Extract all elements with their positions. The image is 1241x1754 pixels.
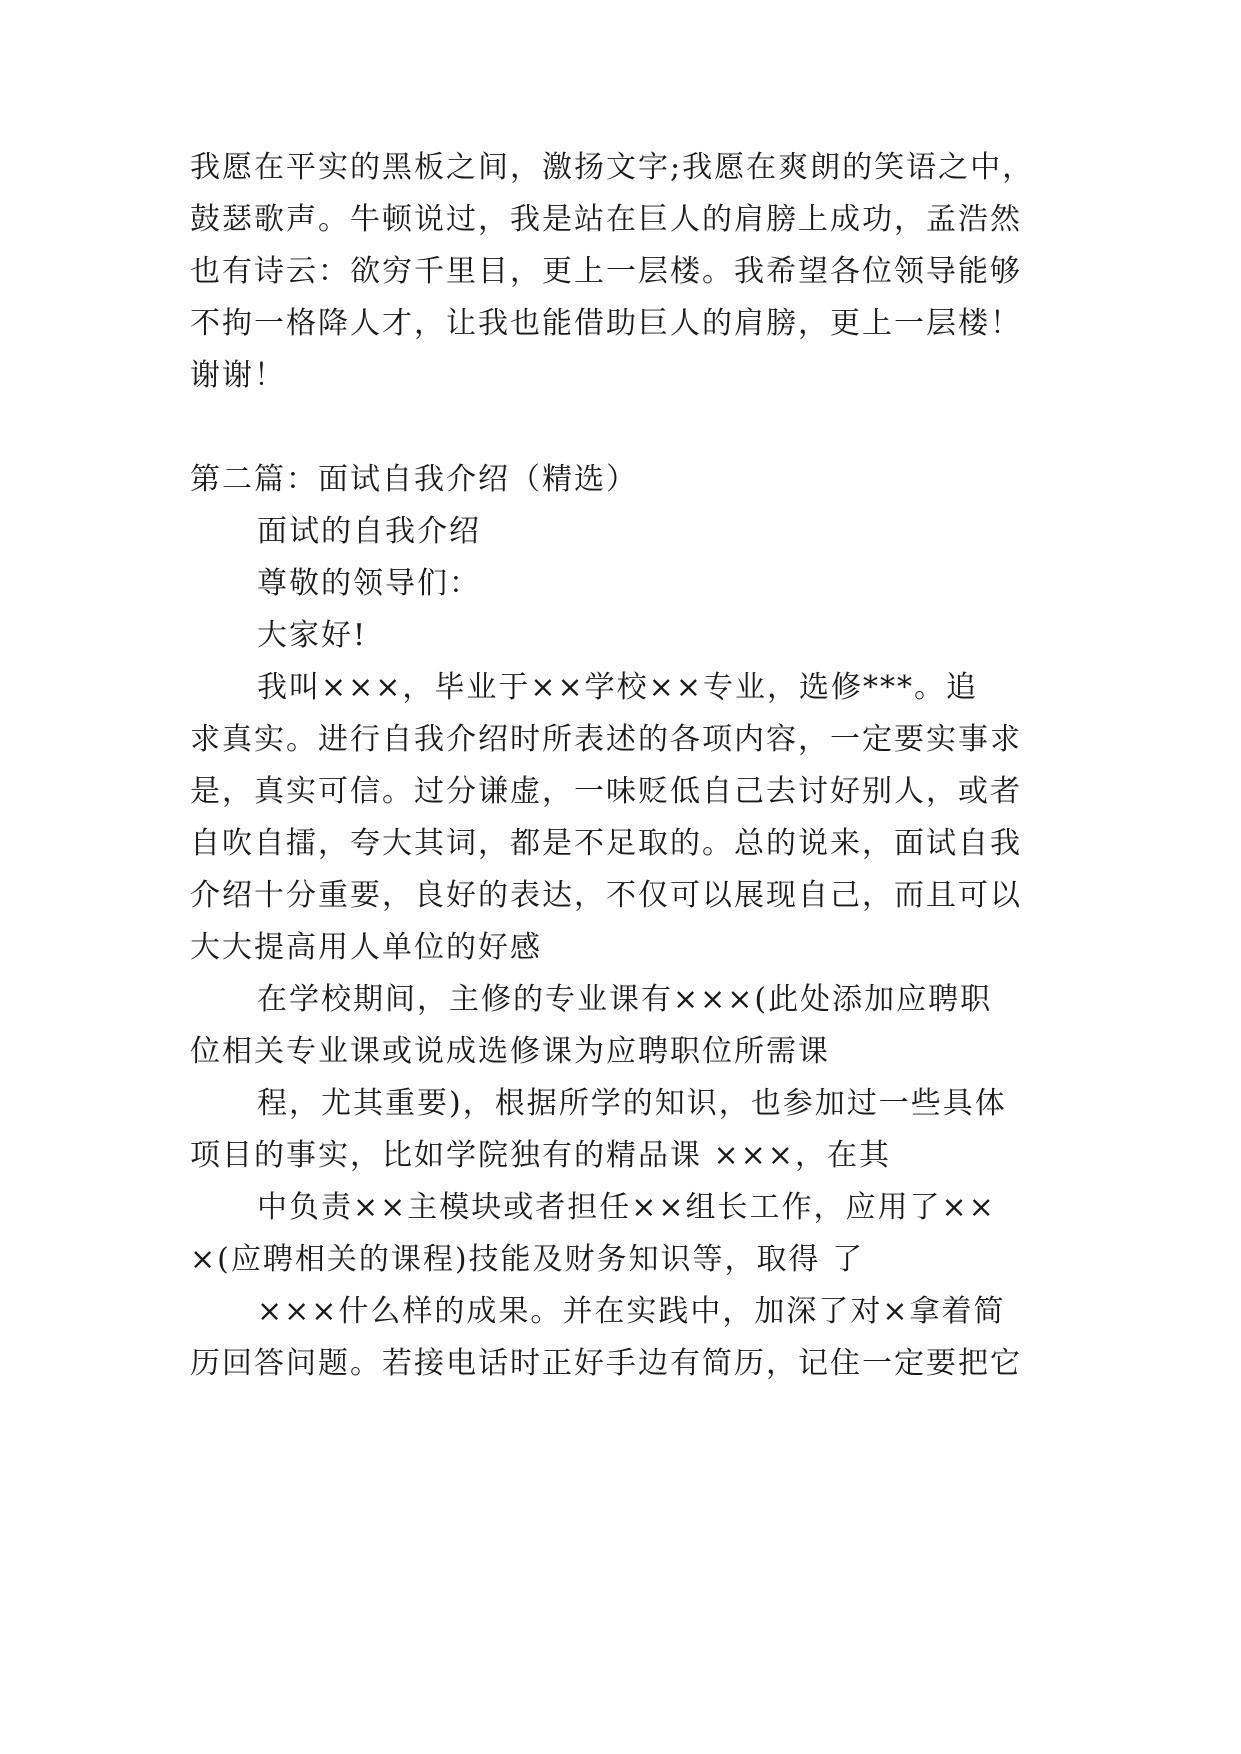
- text-line: 我愿在平实的黑板之间，激扬文字;我愿在爽朗的笑语之中，: [190, 150, 1035, 185]
- text-line: 位相关专业课或说成选修课为应聘职位所需课: [190, 1034, 830, 1069]
- text-line: 是，真实可信。过分谦虚，一味贬低自己去讨好别人，或者: [190, 774, 1022, 809]
- text-line: 不拘一格降人才，让我也能借助巨人的肩膀，更上一层楼！: [190, 306, 1022, 341]
- text-line: 鼓瑟歌声。牛顿说过，我是站在巨人的肩膀上成功，孟浩然: [190, 202, 1022, 237]
- text-line: 介绍十分重要，良好的表达，不仅可以展现自己，而且可以: [190, 878, 1022, 913]
- text-line: 自吹自擂，夸大其词，都是不足取的。总的说来，面试自我: [190, 826, 1022, 861]
- text-line: 程，尤其重要)，根据所学的知识，也参加过一些具体: [257, 1086, 1007, 1121]
- text-line: 中负责××主模块或者担任××组长工作，应用了××: [257, 1190, 996, 1225]
- text-line: 求真实。进行自我介绍时所表述的各项内容，一定要实事求: [190, 722, 1022, 757]
- text-line: 大大提高用人单位的好感: [190, 930, 542, 965]
- text-line: 历回答问题。若接电话时正好手边有简历，记住一定要把它: [190, 1346, 1022, 1381]
- greeting: 大家好!: [257, 618, 368, 653]
- salutation: 尊敬的领导们：: [257, 566, 481, 601]
- text-line: ×(应聘相关的课程)技能及财务知识等，取得 了: [190, 1242, 865, 1277]
- text-line: 谢谢！: [190, 358, 286, 393]
- text-line: 项目的事实，比如学院独有的精品课 ×××，在其: [190, 1138, 891, 1173]
- section-heading: 第二篇：面试自我介绍（精选）: [190, 462, 638, 497]
- text-line: 我叫×××，毕业于××学校××专业，选修***。追: [257, 670, 978, 705]
- text-line: 也有诗云：欲穷千里目，更上一层楼。我希望各位领导能够: [190, 254, 1022, 289]
- text-line: ×××什么样的成果。并在实践中，加深了对×拿着简: [257, 1294, 1006, 1329]
- text-line: 在学校期间，主修的专业课有×××(此处添加应聘职: [257, 982, 993, 1017]
- subtitle: 面试的自我介绍: [257, 514, 481, 549]
